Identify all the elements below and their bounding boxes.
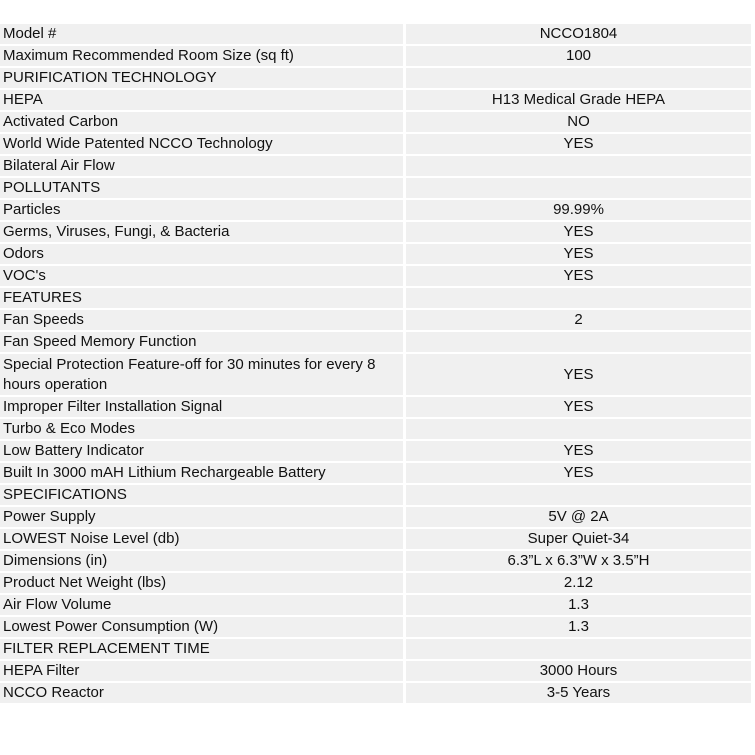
table-row [0, 46, 751, 66]
table-row [0, 134, 751, 154]
row-value: YES [403, 222, 751, 242]
section-header-row [0, 485, 751, 505]
table-row [0, 529, 751, 549]
row-value: 2.12 [403, 573, 751, 593]
table-row [0, 354, 751, 395]
table-row [0, 397, 751, 417]
row-value: YES [403, 266, 751, 286]
row-value: 99.99% [403, 200, 751, 220]
section-header-label: FILTER REPLACEMENT TIME [0, 639, 403, 659]
table-row [0, 266, 751, 286]
row-label: LOWEST Noise Level (db) [0, 529, 403, 549]
row-value [403, 639, 751, 659]
row-label: Model # [0, 24, 403, 44]
table-row [0, 419, 751, 439]
row-label: Lowest Power Consumption (W) [0, 617, 403, 637]
table-row [0, 244, 751, 264]
row-value: 100 [403, 46, 751, 66]
row-value [403, 178, 751, 198]
row-value: YES [403, 354, 751, 395]
row-label: Fan Speeds [0, 310, 403, 330]
row-value [403, 156, 751, 176]
spec-table [0, 22, 751, 705]
row-label: Special Protection Feature-off for 30 minutes for every 8 hours operation [0, 354, 403, 395]
row-value: 1.3 [403, 595, 751, 615]
row-value: Super Quiet-34 [403, 529, 751, 549]
row-label: VOC's [0, 266, 403, 286]
row-label: Activated Carbon [0, 112, 403, 132]
row-label: Low Battery Indicator [0, 441, 403, 461]
row-label: Improper Filter Installation Signal [0, 397, 403, 417]
table-row [0, 112, 751, 132]
section-header-row [0, 288, 751, 308]
section-header-row [0, 639, 751, 659]
table-row [0, 24, 751, 44]
spec-table-body [0, 24, 751, 703]
row-value: YES [403, 441, 751, 461]
section-header-row [0, 68, 751, 88]
row-value: 3-5 Years [403, 683, 751, 703]
row-label: Built In 3000 mAH Lithium Rechargeable Battery [0, 463, 403, 483]
row-value: 2 [403, 310, 751, 330]
row-value: 5V @ 2A [403, 507, 751, 527]
row-label: HEPA Filter [0, 661, 403, 681]
section-header-row [0, 178, 751, 198]
table-row [0, 595, 751, 615]
table-row [0, 683, 751, 703]
row-label: Particles [0, 200, 403, 220]
table-row [0, 222, 751, 242]
row-label: World Wide Patented NCCO Technology [0, 134, 403, 154]
row-value: 3000 Hours [403, 661, 751, 681]
row-value [403, 288, 751, 308]
section-header-label: POLLUTANTS [0, 178, 403, 198]
row-label: NCCO Reactor [0, 683, 403, 703]
section-header-label: PURIFICATION TECHNOLOGY [0, 68, 403, 88]
table-row [0, 310, 751, 330]
row-value: 6.3”L x 6.3”W x 3.5”H [403, 551, 751, 571]
row-value: YES [403, 134, 751, 154]
table-row [0, 332, 751, 352]
row-value [403, 485, 751, 505]
table-row [0, 463, 751, 483]
row-label: Power Supply [0, 507, 403, 527]
table-row [0, 507, 751, 527]
row-label: Germs, Viruses, Fungi, & Bacteria [0, 222, 403, 242]
row-label: HEPA [0, 90, 403, 110]
section-header-label: FEATURES [0, 288, 403, 308]
row-label: Maximum Recommended Room Size (sq ft) [0, 46, 403, 66]
table-row [0, 441, 751, 461]
row-value: 1.3 [403, 617, 751, 637]
row-label: Fan Speed Memory Function [0, 332, 403, 352]
row-value: NO [403, 112, 751, 132]
table-row [0, 200, 751, 220]
row-value: YES [403, 463, 751, 483]
row-label: Odors [0, 244, 403, 264]
row-value [403, 68, 751, 88]
row-value: YES [403, 244, 751, 264]
table-row [0, 573, 751, 593]
row-label: Product Net Weight (lbs) [0, 573, 403, 593]
row-label: Bilateral Air Flow [0, 156, 403, 176]
row-value: H13 Medical Grade HEPA [403, 90, 751, 110]
row-value: YES [403, 397, 751, 417]
table-row [0, 156, 751, 176]
table-row [0, 551, 751, 571]
table-row [0, 90, 751, 110]
section-header-label: SPECIFICATIONS [0, 485, 403, 505]
table-row [0, 661, 751, 681]
table-row [0, 617, 751, 637]
row-label: Dimensions (in) [0, 551, 403, 571]
row-value [403, 419, 751, 439]
row-value: NCCO1804 [403, 24, 751, 44]
row-label: Turbo & Eco Modes [0, 419, 403, 439]
row-label: Air Flow Volume [0, 595, 403, 615]
row-value [403, 332, 751, 352]
